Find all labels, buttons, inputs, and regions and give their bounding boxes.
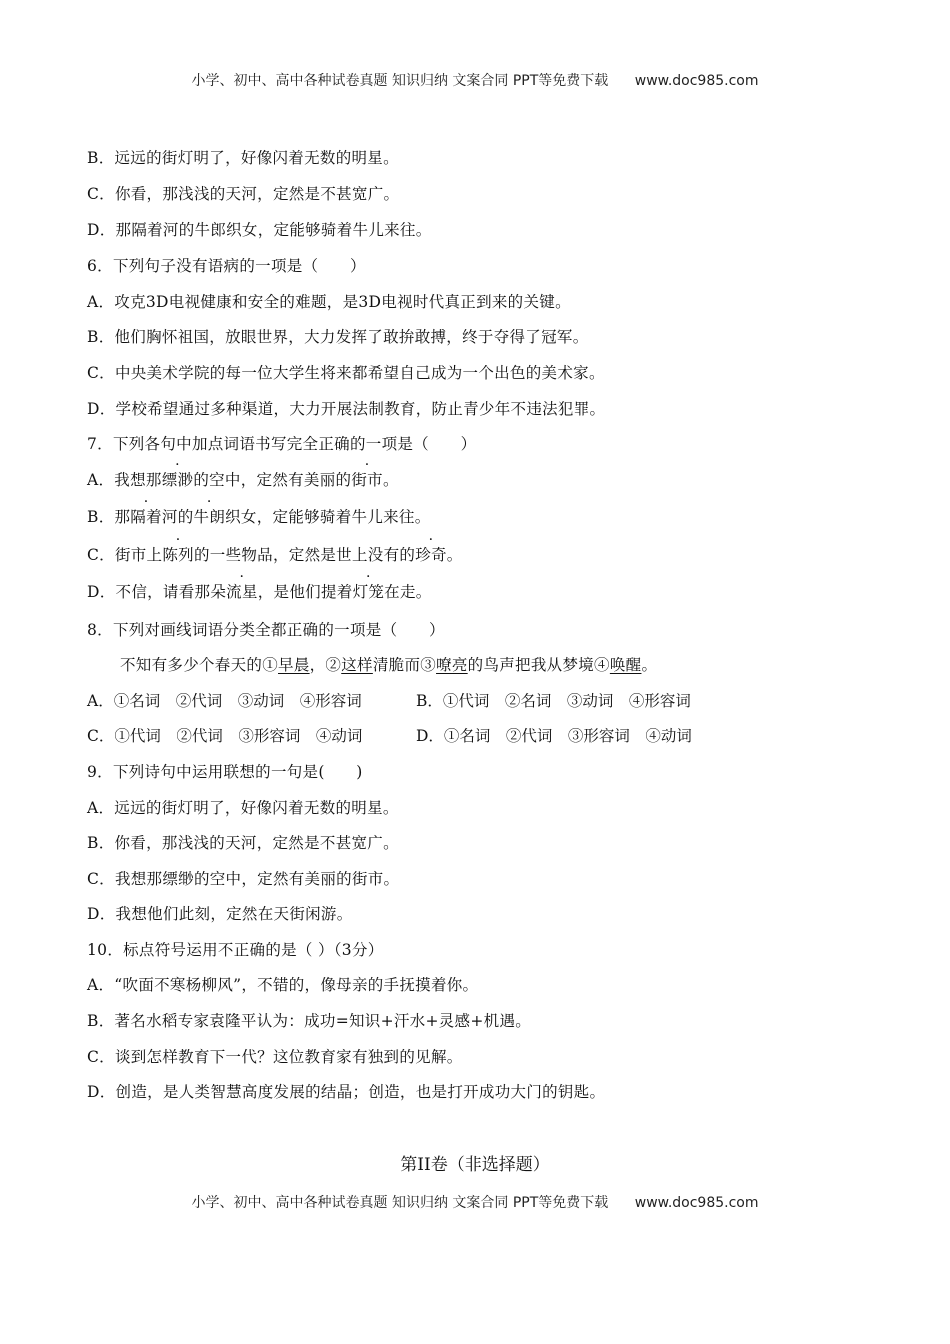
q8-text-3: 清脆而③ — [372, 656, 437, 674]
header-site: www.doc985.com — [634, 73, 759, 89]
q8-text-5: 。 — [641, 656, 658, 674]
page-header — [0, 70, 950, 90]
q7a-dotted-word-1: 缥渺 — [161, 471, 194, 489]
q7d-dotted-word-1: 流星 — [226, 583, 258, 601]
q7-option-d — [87, 580, 432, 602]
q8-underlined-2: 这样 — [341, 656, 373, 674]
question-7: 7．下列各句中加点词语书写完全正确的一项是（ ） — [87, 435, 477, 453]
q5-option-d: D．那隔着河的牛郎织女，定能够骑着牛儿来往。 — [87, 221, 432, 239]
q7b-dotted-word-1: 隔着 — [130, 508, 162, 526]
q8-underlined-3: 嘹亮 — [436, 656, 468, 674]
q10-option-a: A．“吹面不寒杨柳风”，不错的，像母亲的手抚摸着你。 — [87, 976, 479, 994]
q6-option-a: A．攻克3D电视健康和安全的难题，是3D电视时代真正到来的关键。 — [87, 293, 571, 311]
question-10: 10．标点符号运用不正确的是（ ）（3分） — [87, 941, 384, 959]
q7a-text-1: A．我想那 — [87, 471, 162, 489]
q10-option-b: B．著名水稻专家袁隆平认为：成功=知识+汗水+灵感+机遇。 — [87, 1012, 532, 1030]
q9-option-d: D．我想他们此刻，定然在天街闲游。 — [87, 905, 353, 923]
question-6: 6．下列句子没有语病的一项是（ ） — [87, 257, 366, 275]
q7a-dotted-word-2: 街市 — [351, 471, 383, 489]
q7d-text-3: 在走。 — [384, 583, 432, 601]
q6-option-d: D．学校希望通过多种渠道，大力开展法制教育，防止青少年不违法犯罪。 — [87, 400, 606, 418]
q7d-dotted-word-2: 灯笼 — [352, 583, 385, 601]
q10-option-c: C．谈到怎样教育下一代？这位教育家有独到的见解。 — [87, 1048, 463, 1066]
q9-option-a: A．远远的街灯明了，好像闪着无数的明星。 — [87, 799, 399, 817]
q7-option-a — [87, 468, 399, 490]
q10-option-d: D．创造，是人类智慧高度发展的结晶；创造，也是打开成功大门的钥匙。 — [87, 1083, 606, 1101]
q8-option-a: A．①名词 ②代词 ③动词 ④形容词 — [87, 692, 362, 710]
q8-option-d: D．①名词 ②代词 ③形容词 ④动词 — [416, 727, 692, 745]
q7a-text-2: 的空中，定然有美丽的 — [193, 471, 352, 489]
q8-underlined-4: 唤醒 — [609, 656, 642, 674]
q7b-text-2: 河的 — [161, 508, 194, 526]
q7a-text-3: 。 — [382, 471, 399, 489]
section-title: 第II卷（非选择题） — [400, 1155, 550, 1175]
q7c-text-3: 。 — [446, 546, 463, 564]
q8-sentence — [120, 653, 657, 675]
header-text: 小学、初中、高中各种试卷真题 知识归纳 文案合同 PPT等免费下载 — [191, 73, 609, 89]
q7b-text-3: 织女，定能够骑着牛儿来往。 — [225, 508, 431, 526]
q9-option-b: B．你看，那浅浅的天河，定然是不甚宽广。 — [87, 834, 399, 852]
q8-text-4: 的鸟声把我从梦境④ — [467, 656, 610, 674]
footer-text: 小学、初中、高中各种试卷真题 知识归纳 文案合同 PPT等免费下载 — [191, 1195, 609, 1211]
q7b-text-1: B．那 — [87, 508, 131, 526]
q7c-dotted-word-1: 陈列 — [162, 546, 194, 564]
q7-option-c — [87, 543, 463, 565]
q6-option-b: B．他们胸怀祖国，放眼世界，大力发挥了敢拚敢搏，终于夺得了冠军。 — [87, 328, 589, 346]
q5-option-c: C．你看，那浅浅的天河，定然是不甚宽广。 — [87, 185, 400, 203]
q6-option-c: C．中央美术学院的每一位大学生将来都希望自己成为一个出色的美术家。 — [87, 364, 605, 382]
q7d-text-1: D．不信，请看那朵 — [87, 583, 227, 601]
q8-text-1: 不知有多少个春天的① — [120, 656, 279, 674]
q8-text-2: ，② — [309, 656, 342, 674]
q8-option-c: C．①代词 ②代词 ③形容词 ④动词 — [87, 727, 363, 745]
footer-site: www.doc985.com — [634, 1195, 759, 1211]
q7c-text-2: 的一些物品，定然是世上没有的 — [193, 546, 416, 564]
q5-option-b: B．远远的街灯明了，好像闪着无数的明星。 — [87, 149, 399, 167]
q7c-text-1: C．街市上 — [87, 546, 163, 564]
q7-option-b — [87, 505, 431, 527]
question-9: 9．下列诗句中运用联想的一句是( ) — [87, 763, 363, 781]
q7b-dotted-word-2: 牛朗 — [193, 508, 226, 526]
q8-underlined-1: 早晨 — [278, 656, 310, 674]
q9-option-c: C．我想那缥缈的空中，定然有美丽的街市。 — [87, 870, 400, 888]
question-8: 8．下列对画线词语分类全都正确的一项是（ ） — [87, 621, 445, 639]
q7d-text-2: ，是他们提着 — [257, 583, 353, 601]
q8-option-b: B．①代词 ②名词 ③动词 ④形容词 — [416, 692, 691, 710]
q7c-dotted-word-2: 珍奇 — [415, 546, 447, 564]
page-footer — [0, 1192, 950, 1212]
